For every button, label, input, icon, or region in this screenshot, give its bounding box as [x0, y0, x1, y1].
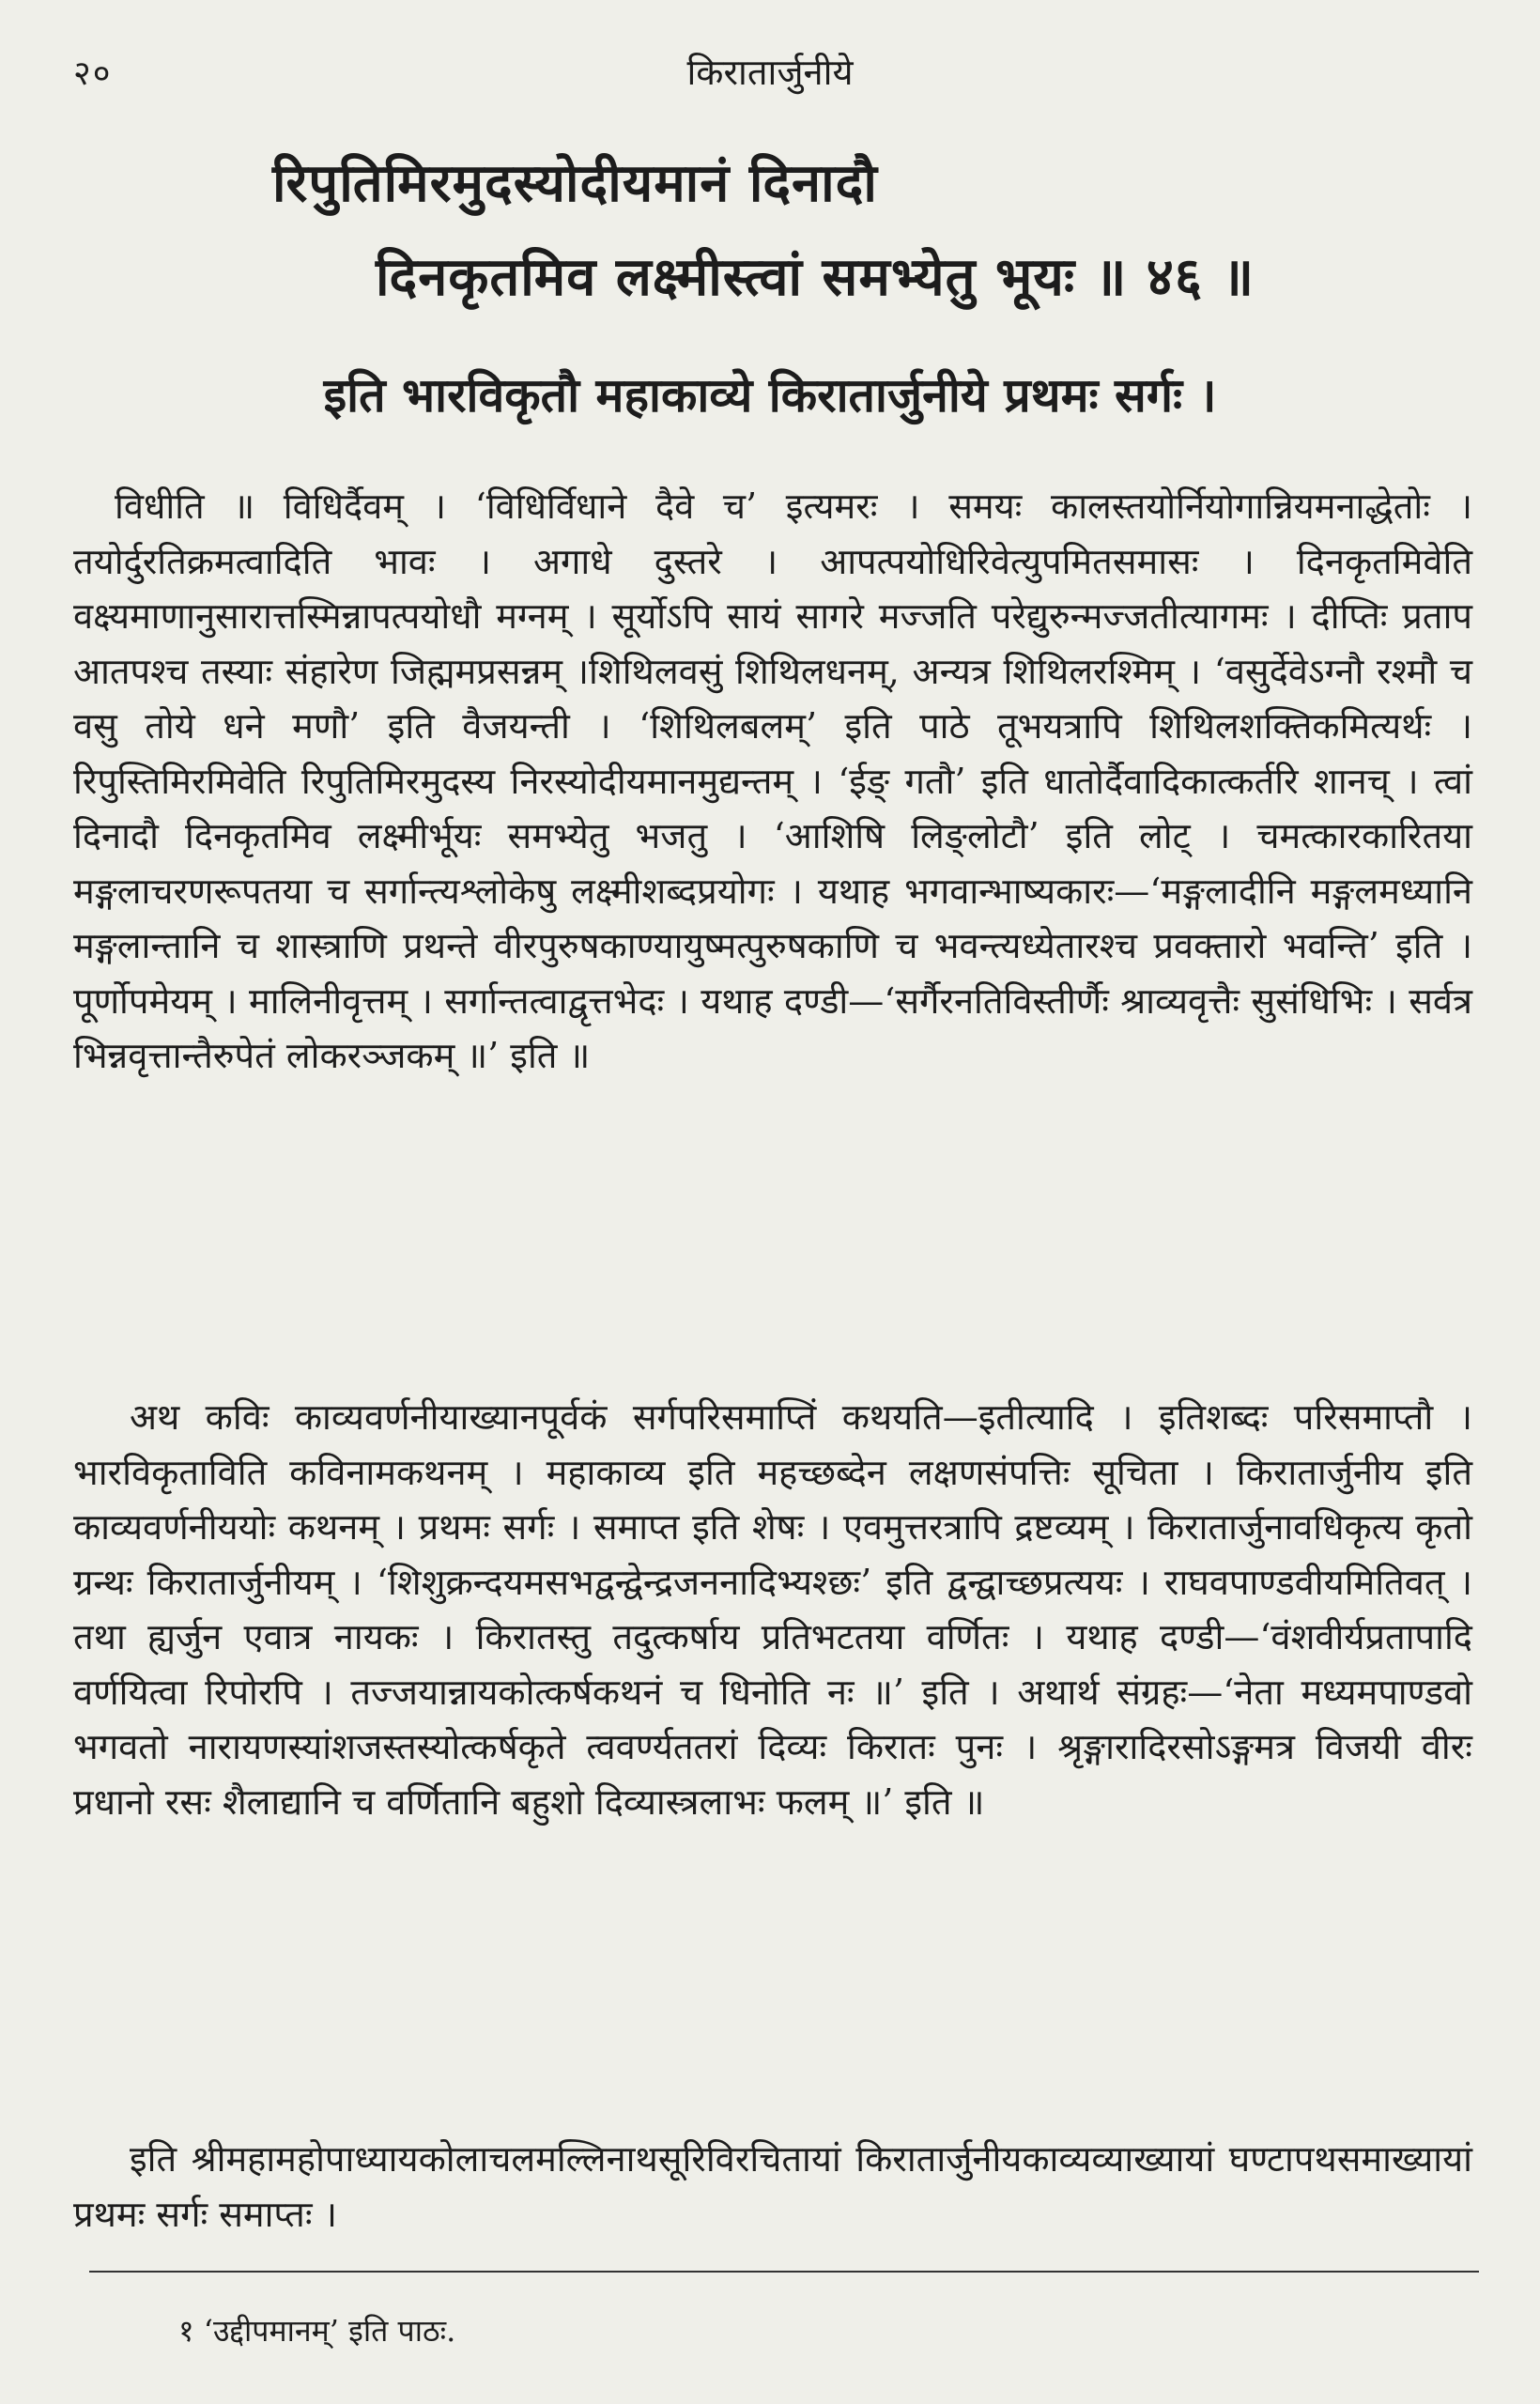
verse-line-1: रिपुतिमिरमुदस्योदीयमानं दिनादौ	[272, 152, 878, 214]
running-title: किरातार्जुनीये	[686, 52, 854, 93]
canto-colophon: इति भारविकृतौ महाकाव्ये किरातार्जुनीये प्रथमः सर्गः ।	[323, 367, 1217, 423]
verse-line-2: दिनकृतमिव लक्ष्मीस्त्वां समभ्येतु भूयः ॥ ४६ ॥	[376, 246, 1255, 308]
page-number: २०	[73, 54, 113, 93]
footnote: १ ‘उद्दीपमानम्’ इति पाठः.	[178, 2313, 456, 2349]
footnote-divider	[89, 2271, 1479, 2273]
commentary-paragraph-2: अथ कविः काव्यवर्णनीयाख्यानपूर्वकं सर्गपरिसमाप्तिं कथयति—इतीत्यादि । इतिशब्दः परिसमाप्तौ । भारविकृताविति कविनामकथनम् । महाकाव्य इति महच्छब्देन लक्षणसंपत्तिः सूचिता । किरातार्जुनीय इति काव्यवर्णनीययोः कथनम् । प्रथमः सर्गः । समाप्त इति शेषः । एवमुत्तरत्रापि द्रष्टव्यम् । किरातार्जुनावधिकृत्य कृतो ग्रन्थः किरातार्जुनीयम् । ‘शिशुक्रन्दयमसभद्वन्द्वेन्द्रजननादिभ्यश्छः’ इति द्वन्द्वाच्छप्रत्ययः । राघवपाण्डवीयमितिवत् । तथा ह्यर्जुन एवात्र नायकः । किरातस्तु तदुत्कर्षाय प्रतिभटतया वर्णितः । यथाह दण्डी—‘वंशवीर्यप्रतापादि वर्णयित्वा रिपोरपि । तज्जयान्नायकोत्कर्षकथनं च धिनोति नः ॥’ इति । अथार्थ संग्रहः—‘नेता मध्यमपाण्डवो भगवतो नारायणस्यांशजस्तस्योत्कर्षकृते त्ववर्ण्यततरां दिव्यः किरातः पुनः । श्रृङ्गारादिरसोऽङ्गमत्र विजयी वीरः प्रधानो रसः शैलाद्यानि च वर्णितानि बहुशो दिव्यास्त्रलाभः फलम् ॥’ इति ॥	[73, 1396, 1472, 1823]
commentary-paragraph-1: विधीति ॥ विधिर्दैवम् । ‘विधिर्विधाने दैवे च’ इत्यमरः । समयः कालस्तयोर्नियोगान्नियमनाद्धेतोः । तयोर्दुरतिक्रमत्वादिति भावः । अगाधे दुस्तरे । आपत्पयोधिरिवेत्युपमितसमासः । दिनकृतमिवेति वक्ष्यमाणानुसारात्तस्मिन्नापत्पयोधौ मग्नम् । सूर्योऽपि सायं सागरे मज्जति परेद्युरुन्मज्जतीत्यागमः । दीप्तिः प्रताप आतपश्च तस्याः संहारेण जिह्ममप्रसन्नम् ।शिथिलवसुं शिथिलधनम्, अन्यत्र शिथिलरश्मिम् । ‘वसुर्देवेऽग्नौ रश्मौ च वसु तोये धने मणौ’ इति वैजयन्ती । ‘शिथिलबलम्’ इति पाठे तूभयत्रापि शिथिलशक्तिकमित्यर्थः । रिपुस्तिमिरमिवेति रिपुतिमिरमुदस्य निरस्योदीयमानमुद्यन्तम् । ‘ईङ् गतौ’ इति धातोर्दैवादिकात्कर्तरि शानच् । त्वां दिनादौ दिनकृतमिव लक्ष्मीर्भूयः समभ्येतु भजतु । ‘आशिषि लिङ्लोटौ’ इति लोट् । चमत्कारकारितया मङ्गलाचरणरूपतया च सर्गान्त्यश्लोकेषु लक्ष्मीशब्दप्रयोगः । यथाह भगवान्भाष्यकारः—‘मङ्गलादीनि मङ्गलमध्यानि मङ्गलान्तानि च शास्त्राणि प्रथन्ते वीरपुरुषकाण्यायुष्मत्पुरुषकाणि च भवन्त्यध्येतारश्च प्रवक्तारो भवन्ति’ इति । पूर्णोपमेयम् । मालिनीवृत्तम् । सर्गान्तत्वाद्वृत्तभेदः । यथाह दण्डी—‘सर्गैरनतिविस्तीर्णैः श्राव्यवृत्तैः सुसंधिभिः । सर्वत्र भिन्नवृत्तान्तैरुपेतं लोकरञ्जकम् ॥’ इति ॥	[73, 485, 1472, 1076]
commentary-closing-colophon: इति श्रीमहामहोपाध्यायकोलाचलमल्लिनाथसूरिविरचितायां किरातार्जुनीयकाव्यव्याख्यायां घण्टापथसमाख्यायां प्रथमः सर्गः समाप्तः ।	[73, 2138, 1472, 2235]
